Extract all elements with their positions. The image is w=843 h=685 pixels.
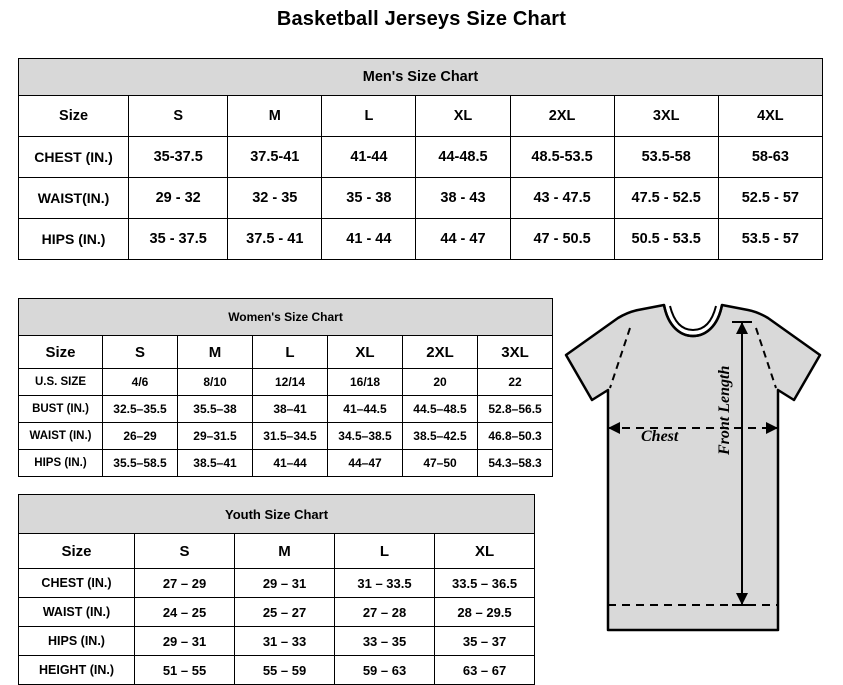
womens-row-label-hips: HIPS (IN.) <box>19 450 103 477</box>
womens-bust-2xl: 44.5–48.5 <box>403 396 478 423</box>
youth-height-s: 51 – 55 <box>135 656 235 685</box>
mens-header-3xl: 3XL <box>614 96 718 137</box>
womens-bust-xl: 41–44.5 <box>328 396 403 423</box>
youth-height-m: 55 – 59 <box>235 656 335 685</box>
womens-header-3xl: 3XL <box>478 336 553 369</box>
womens-hips-l: 41–44 <box>253 450 328 477</box>
womens-waist-l: 31.5–34.5 <box>253 423 328 450</box>
mens-chest-4xl: 58-63 <box>718 137 822 178</box>
mens-size-chart-table <box>18 58 823 260</box>
table-row <box>19 423 553 450</box>
youth-hips-l: 33 – 35 <box>335 627 435 656</box>
youth-hips-m: 31 – 33 <box>235 627 335 656</box>
mens-hips-m: 37.5 - 41 <box>228 219 322 260</box>
youth-waist-l: 27 – 28 <box>335 598 435 627</box>
womens-header-row <box>19 336 553 369</box>
mens-header-size: Size <box>19 96 129 137</box>
youth-chest-s: 27 – 29 <box>135 569 235 598</box>
mens-chest-s: 35-37.5 <box>129 137 228 178</box>
youth-band-row <box>19 495 535 534</box>
table-row <box>19 178 823 219</box>
womens-hips-s: 35.5–58.5 <box>103 450 178 477</box>
womens-row-label-bust: BUST (IN.) <box>19 396 103 423</box>
mens-header-m: M <box>228 96 322 137</box>
mens-hips-4xl: 53.5 - 57 <box>718 219 822 260</box>
youth-hips-xl: 35 – 37 <box>435 627 535 656</box>
womens-us-size-xl: 16/18 <box>328 369 403 396</box>
mens-band-row <box>19 59 823 96</box>
table-row <box>19 450 553 477</box>
mens-row-label-hips: HIPS (IN.) <box>19 219 129 260</box>
womens-row-label-waist: WAIST (IN.) <box>19 423 103 450</box>
youth-header-size: Size <box>19 534 135 569</box>
table-row <box>19 656 535 685</box>
youth-waist-s: 24 – 25 <box>135 598 235 627</box>
mens-header-4xl: 4XL <box>718 96 822 137</box>
youth-row-label-chest: CHEST (IN.) <box>19 569 135 598</box>
womens-size-chart-table <box>18 298 553 477</box>
page-title: Basketball Jerseys Size Chart <box>276 8 567 30</box>
womens-us-size-l: 12/14 <box>253 369 328 396</box>
youth-chest-m: 29 – 31 <box>235 569 335 598</box>
mens-header-l: L <box>322 96 416 137</box>
table-row <box>19 598 535 627</box>
womens-hips-xl: 44–47 <box>328 450 403 477</box>
womens-hips-3xl: 54.3–58.3 <box>478 450 553 477</box>
womens-header-2xl: 2XL <box>403 336 478 369</box>
mens-chest-l: 41-44 <box>322 137 416 178</box>
front-length-measure-label: Front Length <box>716 365 733 455</box>
table-row <box>19 569 535 598</box>
youth-height-l: 59 – 63 <box>335 656 435 685</box>
womens-header-xl: XL <box>328 336 403 369</box>
womens-bust-m: 35.5–38 <box>178 396 253 423</box>
mens-waist-3xl: 47.5 - 52.5 <box>614 178 718 219</box>
youth-header-row <box>19 534 535 569</box>
womens-header-m: M <box>178 336 253 369</box>
womens-bust-3xl: 52.8–56.5 <box>478 396 553 423</box>
womens-hips-m: 38.5–41 <box>178 450 253 477</box>
womens-us-size-3xl: 22 <box>478 369 553 396</box>
mens-hips-s: 35 - 37.5 <box>129 219 228 260</box>
youth-waist-m: 25 – 27 <box>235 598 335 627</box>
womens-waist-2xl: 38.5–42.5 <box>403 423 478 450</box>
table-row <box>19 219 823 260</box>
jersey-outline-icon <box>556 300 831 640</box>
youth-header-m: M <box>235 534 335 569</box>
youth-hips-s: 29 – 31 <box>135 627 235 656</box>
youth-header-l: L <box>335 534 435 569</box>
mens-header-row <box>19 96 823 137</box>
mens-header-xl: XL <box>416 96 510 137</box>
youth-header-s: S <box>135 534 235 569</box>
womens-us-size-s: 4/6 <box>103 369 178 396</box>
mens-chest-m: 37.5-41 <box>228 137 322 178</box>
youth-waist-xl: 28 – 29.5 <box>435 598 535 627</box>
womens-waist-s: 26–29 <box>103 423 178 450</box>
womens-row-label-us-size: U.S. SIZE <box>19 369 103 396</box>
mens-row-label-waist: WAIST(IN.) <box>19 178 129 219</box>
youth-row-label-waist: WAIST (IN.) <box>19 598 135 627</box>
womens-bust-s: 32.5–35.5 <box>103 396 178 423</box>
youth-chest-l: 31 – 33.5 <box>335 569 435 598</box>
womens-band-row <box>19 299 553 336</box>
womens-waist-m: 29–31.5 <box>178 423 253 450</box>
mens-chest-2xl: 48.5-53.5 <box>510 137 614 178</box>
mens-hips-2xl: 47 - 50.5 <box>510 219 614 260</box>
mens-waist-2xl: 43 - 47.5 <box>510 178 614 219</box>
mens-header-s: S <box>129 96 228 137</box>
womens-bust-l: 38–41 <box>253 396 328 423</box>
youth-row-label-height: HEIGHT (IN.) <box>19 656 135 685</box>
youth-row-label-hips: HIPS (IN.) <box>19 627 135 656</box>
chest-measure-label: Chest <box>641 428 679 445</box>
womens-us-size-2xl: 20 <box>403 369 478 396</box>
womens-hips-2xl: 47–50 <box>403 450 478 477</box>
mens-hips-l: 41 - 44 <box>322 219 416 260</box>
table-row <box>19 369 553 396</box>
mens-hips-xl: 44 - 47 <box>416 219 510 260</box>
mens-chest-3xl: 53.5-58 <box>614 137 718 178</box>
womens-header-s: S <box>103 336 178 369</box>
table-row <box>19 396 553 423</box>
jersey-diagram <box>556 300 831 640</box>
mens-chest-xl: 44-48.5 <box>416 137 510 178</box>
womens-header-l: L <box>253 336 328 369</box>
mens-waist-s: 29 - 32 <box>129 178 228 219</box>
mens-hips-3xl: 50.5 - 53.5 <box>614 219 718 260</box>
womens-header-size: Size <box>19 336 103 369</box>
mens-waist-4xl: 52.5 - 57 <box>718 178 822 219</box>
youth-band-title: Youth Size Chart <box>19 495 535 534</box>
mens-band-title: Men's Size Chart <box>19 59 823 96</box>
youth-height-xl: 63 – 67 <box>435 656 535 685</box>
mens-waist-m: 32 - 35 <box>228 178 322 219</box>
youth-chest-xl: 33.5 – 36.5 <box>435 569 535 598</box>
mens-row-label-chest: CHEST (IN.) <box>19 137 129 178</box>
womens-us-size-m: 8/10 <box>178 369 253 396</box>
youth-header-xl: XL <box>435 534 535 569</box>
youth-size-chart-table <box>18 494 535 685</box>
table-row <box>19 137 823 178</box>
mens-waist-l: 35 - 38 <box>322 178 416 219</box>
mens-waist-xl: 38 - 43 <box>416 178 510 219</box>
table-row <box>19 627 535 656</box>
mens-header-2xl: 2XL <box>510 96 614 137</box>
womens-waist-xl: 34.5–38.5 <box>328 423 403 450</box>
womens-band-title: Women's Size Chart <box>19 299 553 336</box>
womens-waist-3xl: 46.8–50.3 <box>478 423 553 450</box>
